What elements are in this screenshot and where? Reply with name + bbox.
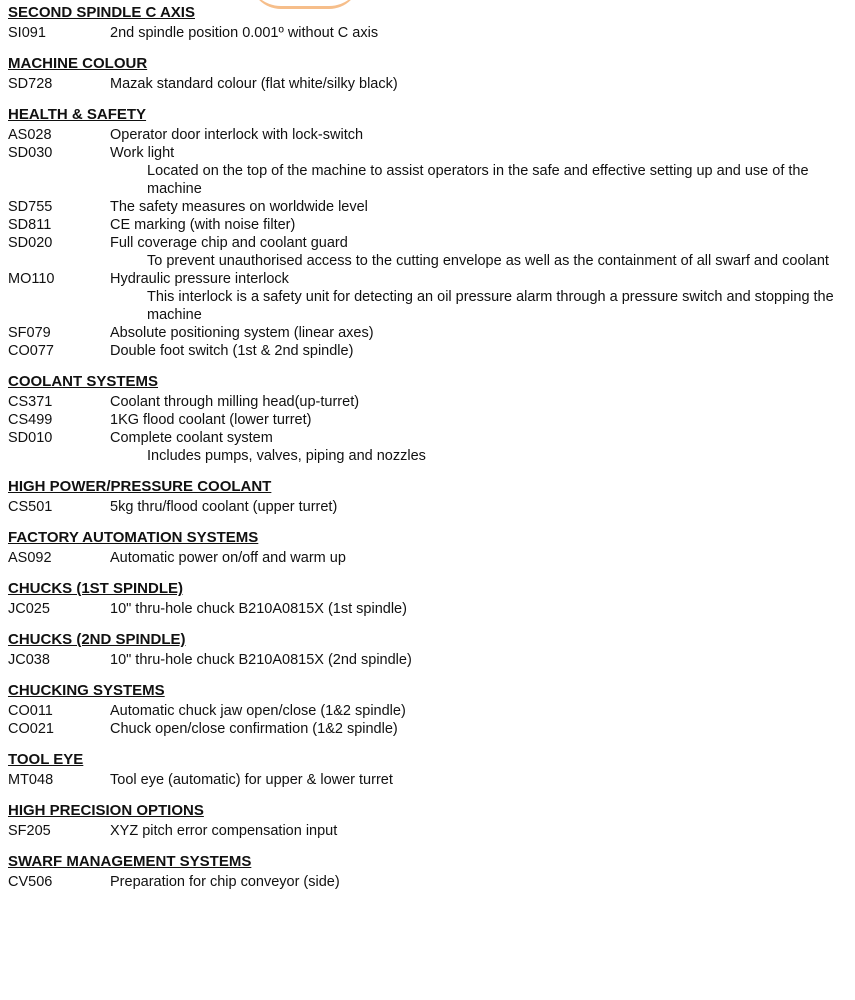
option-code: SI091: [8, 25, 46, 41]
option-description: Double foot switch (1st & 2nd spindle): [110, 343, 354, 359]
list-item: [8, 429, 848, 447]
list-item: [8, 342, 848, 360]
section-heading: MACHINE COLOUR: [8, 55, 148, 72]
list-item: [8, 651, 848, 669]
option-code: CS499: [8, 412, 53, 428]
item-list: [8, 702, 848, 738]
section-heading: SECOND SPINDLE C AXIS: [8, 4, 195, 21]
list-item: [8, 234, 848, 252]
section: [8, 54, 848, 93]
section: [8, 105, 848, 360]
item-list: [8, 822, 848, 840]
option-code: SF079: [8, 325, 51, 341]
option-description: 1KG flood coolant (lower turret): [110, 412, 312, 428]
list-item: [8, 270, 848, 288]
list-item: [8, 144, 848, 162]
list-item: [8, 498, 848, 516]
item-list: [8, 873, 848, 891]
section-heading: FACTORY AUTOMATION SYSTEMS: [8, 529, 259, 546]
option-code: SF205: [8, 823, 51, 839]
option-description: Full coverage chip and coolant guard: [110, 235, 348, 251]
section-heading: CHUCKS (1ST SPINDLE): [8, 580, 184, 597]
option-code: SD020: [8, 235, 53, 251]
option-description: CE marking (with noise filter): [110, 217, 296, 233]
section-heading: SWARF MANAGEMENT SYSTEMS: [8, 853, 252, 870]
list-item: [8, 393, 848, 411]
item-list: [8, 600, 848, 618]
option-code: AS092: [8, 550, 52, 566]
list-item: [8, 24, 848, 42]
option-code: SD728: [8, 76, 53, 92]
section: [8, 681, 848, 738]
option-code: SD010: [8, 430, 53, 446]
option-code: CV506: [8, 874, 53, 890]
list-item: [8, 216, 848, 234]
section: [8, 852, 848, 891]
item-list: [8, 498, 848, 516]
option-note: Located on the top of the machine to assist operators in the safe and effective setting up and use of the machine: [147, 163, 809, 197]
option-code: CS371: [8, 394, 53, 410]
option-description: The safety measures on worldwide level: [110, 199, 368, 215]
option-code: SD755: [8, 199, 53, 215]
option-code: MO110: [8, 271, 55, 287]
option-note: To prevent unauthorised access to the cutting envelope as well as the containment of all swarf and coolant: [147, 253, 829, 269]
list-item: [8, 873, 848, 891]
option-description: Chuck open/close confirmation (1&2 spindle): [110, 721, 398, 737]
options-document: [8, 3, 848, 903]
option-description: 10" thru-hole chuck B210A0815X (2nd spindle): [110, 652, 412, 668]
section: [8, 801, 848, 840]
list-item: [8, 411, 848, 429]
section-heading: HIGH POWER/PRESSURE COOLANT: [8, 478, 272, 495]
list-item: [8, 771, 848, 789]
option-description: Absolute positioning system (linear axes): [110, 325, 374, 341]
option-code: CO077: [8, 343, 54, 359]
list-item: [8, 822, 848, 840]
option-description: Mazak standard colour (flat white/silky black): [110, 76, 398, 92]
item-list: [8, 651, 848, 669]
option-code: AS028: [8, 127, 52, 143]
option-code: SD811: [8, 217, 52, 233]
section-heading: TOOL EYE: [8, 751, 84, 768]
option-note: Includes pumps, valves, piping and nozzles: [147, 448, 426, 464]
option-code: CO011: [8, 703, 53, 719]
item-list: [8, 393, 848, 465]
section: [8, 528, 848, 567]
section: [8, 630, 848, 669]
section: [8, 372, 848, 465]
option-description: Complete coolant system: [110, 430, 273, 446]
item-list: [8, 126, 848, 360]
option-description: Tool eye (automatic) for upper & lower turret: [110, 772, 393, 788]
item-list: [8, 24, 848, 42]
option-description: Automatic chuck jaw open/close (1&2 spindle): [110, 703, 406, 719]
option-description: Operator door interlock with lock-switch: [110, 127, 364, 143]
section-heading: CHUCKS (2ND SPINDLE): [8, 631, 186, 648]
section: [8, 750, 848, 789]
option-code: SD030: [8, 145, 53, 161]
section-heading: CHUCKING SYSTEMS: [8, 682, 165, 699]
item-list: [8, 771, 848, 789]
option-code: JC038: [8, 652, 50, 668]
option-code: CS501: [8, 499, 53, 515]
option-description: Hydraulic pressure interlock: [110, 271, 289, 287]
option-code: CO021: [8, 721, 54, 737]
section: [8, 477, 848, 516]
section: [8, 579, 848, 618]
section: [8, 3, 848, 42]
list-item: [8, 702, 848, 720]
section-heading: COOLANT SYSTEMS: [8, 373, 159, 390]
list-item: [8, 198, 848, 216]
item-list: [8, 75, 848, 93]
option-description: XYZ pitch error compensation input: [110, 823, 338, 839]
option-note: This interlock is a safety unit for detecting an oil pressure alarm through a pressure switch and stopping the machine: [147, 289, 834, 323]
option-description: Work light: [110, 145, 175, 161]
option-code: MT048: [8, 772, 54, 788]
item-list: [8, 549, 848, 567]
option-description: 5kg thru/flood coolant (upper turret): [110, 499, 338, 515]
section-heading: HIGH PRECISION OPTIONS: [8, 802, 204, 819]
list-item: [8, 720, 848, 738]
option-description: Coolant through milling head(up-turret): [110, 394, 360, 410]
option-description: 2nd spindle position 0.001º without C axis: [110, 25, 379, 41]
option-description: 10" thru-hole chuck B210A0815X (1st spindle): [110, 601, 407, 617]
list-item: [8, 126, 848, 144]
list-item: [8, 324, 848, 342]
option-code: JC025: [8, 601, 50, 617]
option-description: Automatic power on/off and warm up: [110, 550, 346, 566]
section-heading: HEALTH & SAFETY: [8, 106, 147, 123]
option-description: Preparation for chip conveyor (side): [110, 874, 340, 890]
list-item: [8, 600, 848, 618]
list-item: [8, 75, 848, 93]
list-item: [8, 549, 848, 567]
